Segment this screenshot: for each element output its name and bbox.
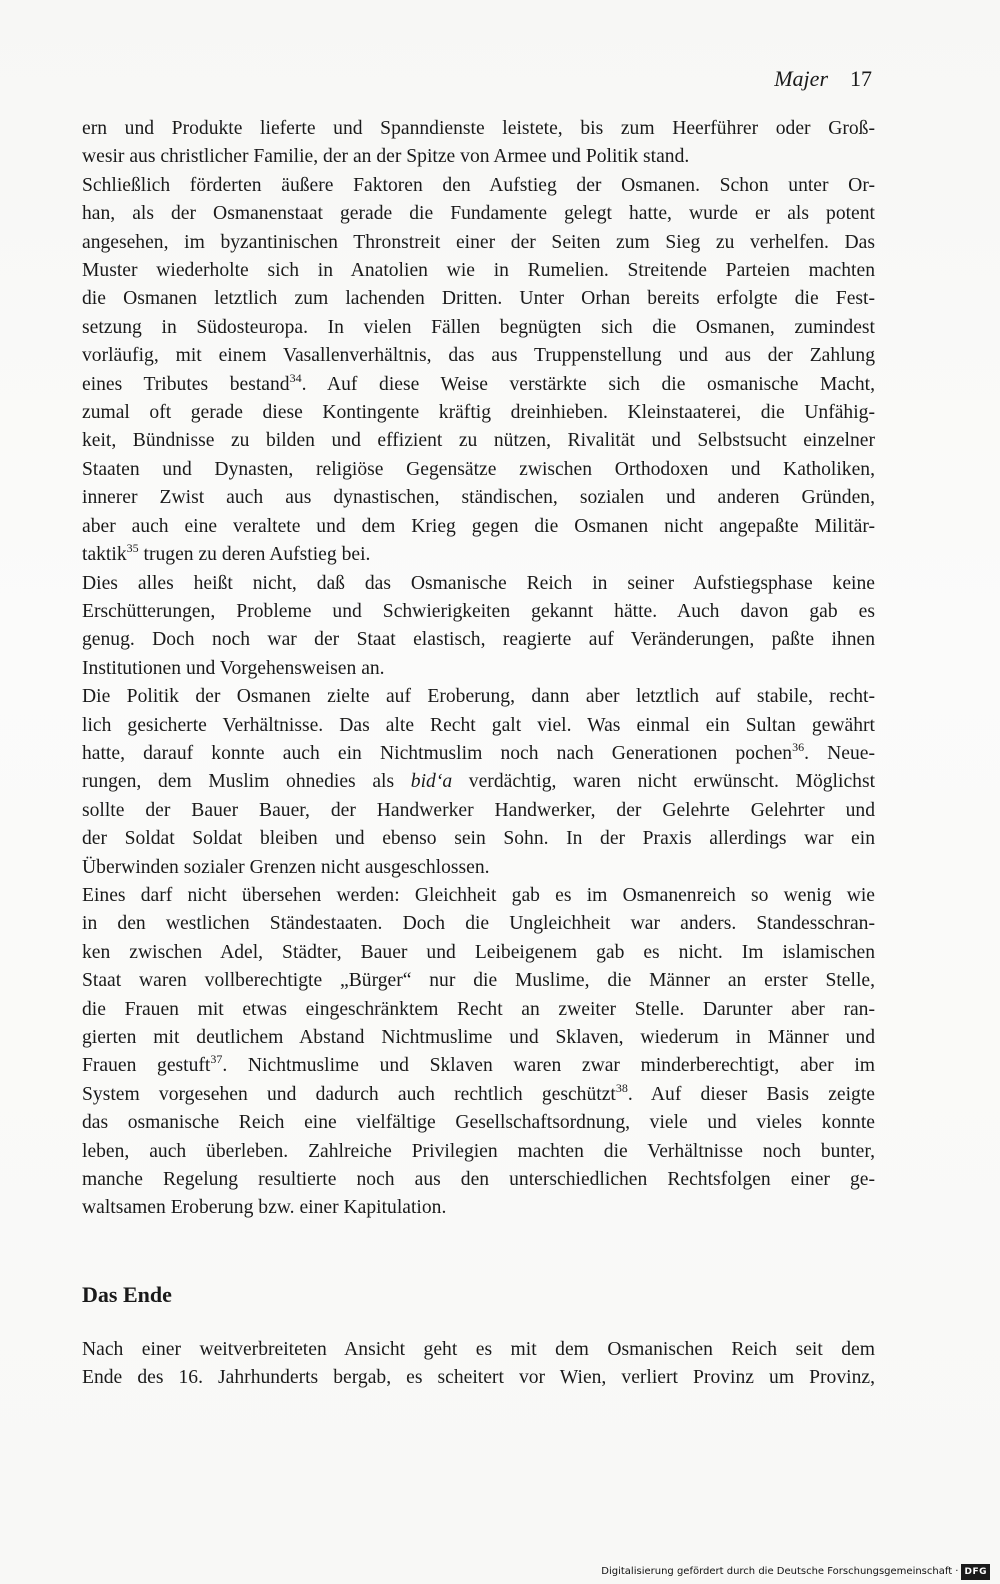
page-number: 17 (850, 66, 872, 91)
footnote-marker: 35 (126, 541, 139, 556)
digitization-footer (601, 1564, 990, 1580)
paragraph (82, 570, 875, 684)
paragraph (82, 115, 875, 172)
text-fragment: . Auf dieser Basis zeigte (627, 1083, 875, 1105)
footnote-marker: 38 (615, 1080, 628, 1095)
text-line: setzung in Südosteuropa. In vielen Fällen begnügten sich die Osmanen, zumindest (82, 316, 875, 338)
body-text (82, 115, 875, 1223)
text-line: die Frauen mit etwas eingeschränktem Recht an zweiter Stelle. Darunter aber ran- (82, 998, 875, 1020)
text-fragment: trugen zu deren Aufstieg bei. (138, 544, 371, 566)
text-line: keit, Bündnisse zu bilden und effizient zu nützen, Rivalität und Selbstsucht einzelner (82, 430, 875, 452)
text-line: innerer Zwist auch aus dynastischen, ständischen, sozialen und anderen Gründen, (82, 487, 875, 509)
paragraph (82, 683, 875, 882)
paragraph (82, 172, 875, 570)
text-line: vorläufig, mit einem Vasallenverhältnis, das aus Truppenstellung und aus der Zahlung (82, 345, 875, 367)
text-line: Eines darf nicht übersehen werden: Gleichheit gab es im Osmanenreich so wenig wie (82, 884, 875, 906)
text-fragment: Frauen gestuft (82, 1055, 211, 1077)
text-line: Ende des 16. Jahrhunderts bergab, es scheitert vor Wien, verliert Provinz um Provinz, (82, 1367, 875, 1389)
text-fragment: taktik (82, 544, 127, 566)
text-line: die Osmanen letztlich zum lachenden Dritten. Unter Orhan bereits erfolgte die Fest- (82, 288, 875, 310)
section-body-text (82, 1336, 875, 1393)
text-line-with-footnote (82, 1081, 875, 1109)
running-head (774, 64, 872, 94)
text-line-with-footnote (82, 740, 875, 768)
italic-term: bid‘a (410, 771, 453, 793)
text-line-with-footnote (82, 541, 875, 569)
text-fragment: eines Tributes bestand (82, 373, 290, 395)
text-fragment: verdächtig, waren nicht erwünscht. Möglichst (452, 771, 876, 793)
text-fragment: . Neue- (804, 742, 875, 764)
text-line: Institutionen und Vorgehensweisen an. (82, 657, 385, 679)
text-line: ern und Produkte lieferte und Spanndienste leistete, bis zum Heerführer oder Groß- (82, 118, 875, 139)
section-heading: Das Ende (82, 1282, 172, 1307)
text-line: Staat waren vollberechtigte „Bürger“ nur die Muslime, die Männer an erster Stelle, (82, 970, 875, 992)
text-line: sollte der Bauer Bauer, der Handwerker Handwerker, der Gelehrte Gelehrter und (82, 799, 875, 821)
footnote-marker: 34 (289, 370, 302, 385)
footnote-marker: 37 (210, 1052, 223, 1067)
text-line: Dies alles heißt nicht, daß das Osmanische Reich in seiner Aufstiegsphase keine (82, 572, 875, 594)
text-line: Überwinden sozialer Grenzen nicht ausgeschlossen. (82, 856, 490, 878)
running-head-author: Majer (774, 66, 828, 91)
text-line-with-footnote (82, 1052, 875, 1080)
text-line: gierten mit deutlichem Abstand Nichtmuslime und Sklaven, wiederum in Männer und (82, 1027, 875, 1048)
text-line: Nach einer weitverbreiteten Ansicht geht es mit dem Osmanischen Reich seit dem (82, 1339, 875, 1360)
text-line-with-footnote (82, 371, 875, 399)
text-line: der Soldat Soldat bleiben und ebenso sein Sohn. In der Praxis allerdings war ein (82, 828, 875, 850)
text-line: Muster wiederholte sich in Anatolien wie in Rumelien. Streitende Parteien machten (82, 260, 875, 282)
dfg-logo: DFG (961, 1564, 990, 1580)
text-line: leben, auch überleben. Zahlreiche Privilegien machten die Verhältnisse noch bunter, (82, 1140, 875, 1162)
text-line: waltsamen Eroberung bzw. einer Kapitulation. (82, 1197, 447, 1219)
text-line: Erschütterungen, Probleme und Schwierigkeiten gekannt hätte. Auch davon gab es (82, 600, 875, 622)
text-fragment: rungen, dem Muslim ohnedies als (82, 771, 411, 793)
footer-text: Digitalisierung gefördert durch die Deutsche Forschungsgemeinschaft · (601, 1566, 959, 1577)
text-fragment: . Auf diese Weise verstärkte sich die osmanische Macht, (301, 373, 875, 395)
text-line: wesir aus christlicher Familie, der an der Spitze von Armee und Politik stand. (82, 146, 690, 168)
footnote-marker: 36 (792, 739, 805, 754)
text-line: Staaten und Dynasten, religiöse Gegensätze zwischen Orthodoxen und Katholiken, (82, 458, 875, 480)
text-fragment: hatte, darauf konnte auch ein Nichtmuslim noch nach Generationen pochen (82, 742, 793, 764)
text-line-with-italic (82, 768, 875, 796)
text-line: angesehen, im byzantinischen Thronstreit einer der Seiten zum Sieg zu verhelfen. Das (82, 231, 875, 253)
text-line: genug. Doch noch war der Staat elastisch, reagierte auf Veränderungen, paßte ihnen (82, 629, 875, 651)
text-line: aber auch eine veraltete und dem Krieg gegen die Osmanen nicht angepaßte Militär- (82, 515, 875, 537)
text-line: Die Politik der Osmanen zielte auf Eroberung, dann aber letztlich auf stabile, recht- (82, 686, 875, 708)
text-line: in den westlichen Ständestaaten. Doch die Ungleichheit war anders. Standesschran- (82, 913, 875, 935)
text-line: han, als der Osmanenstaat gerade die Fundamente gelegt hatte, wurde er als potent (82, 203, 875, 225)
text-line: manche Regelung resultierte noch aus den unterschiedlichen Rechtsfolgen einer ge- (82, 1169, 875, 1191)
text-line: zumal oft gerade diese Kontingente kräftig dreinhieben. Kleinstaaterei, die Unfähig- (82, 402, 875, 424)
text-fragment: . Nichtmuslime und Sklaven waren zwar minderberechtigt, aber im (222, 1055, 876, 1077)
text-line: lich gesicherte Verhältnisse. Das alte Recht galt viel. Was einmal ein Sultan gewährt (82, 714, 875, 736)
text-line: das osmanische Reich eine vielfältige Gesellschaftsordnung, viele und vieles konnte (82, 1112, 875, 1134)
paragraph (82, 882, 875, 1223)
text-line: Schließlich förderten äußere Faktoren den Aufstieg der Osmanen. Schon unter Or- (82, 174, 875, 196)
text-line: ken zwischen Adel, Städter, Bauer und Leibeigenem gab es nicht. Im islamischen (82, 941, 875, 963)
text-fragment: System vorgesehen und dadurch auch rechtlich geschützt (82, 1083, 616, 1105)
